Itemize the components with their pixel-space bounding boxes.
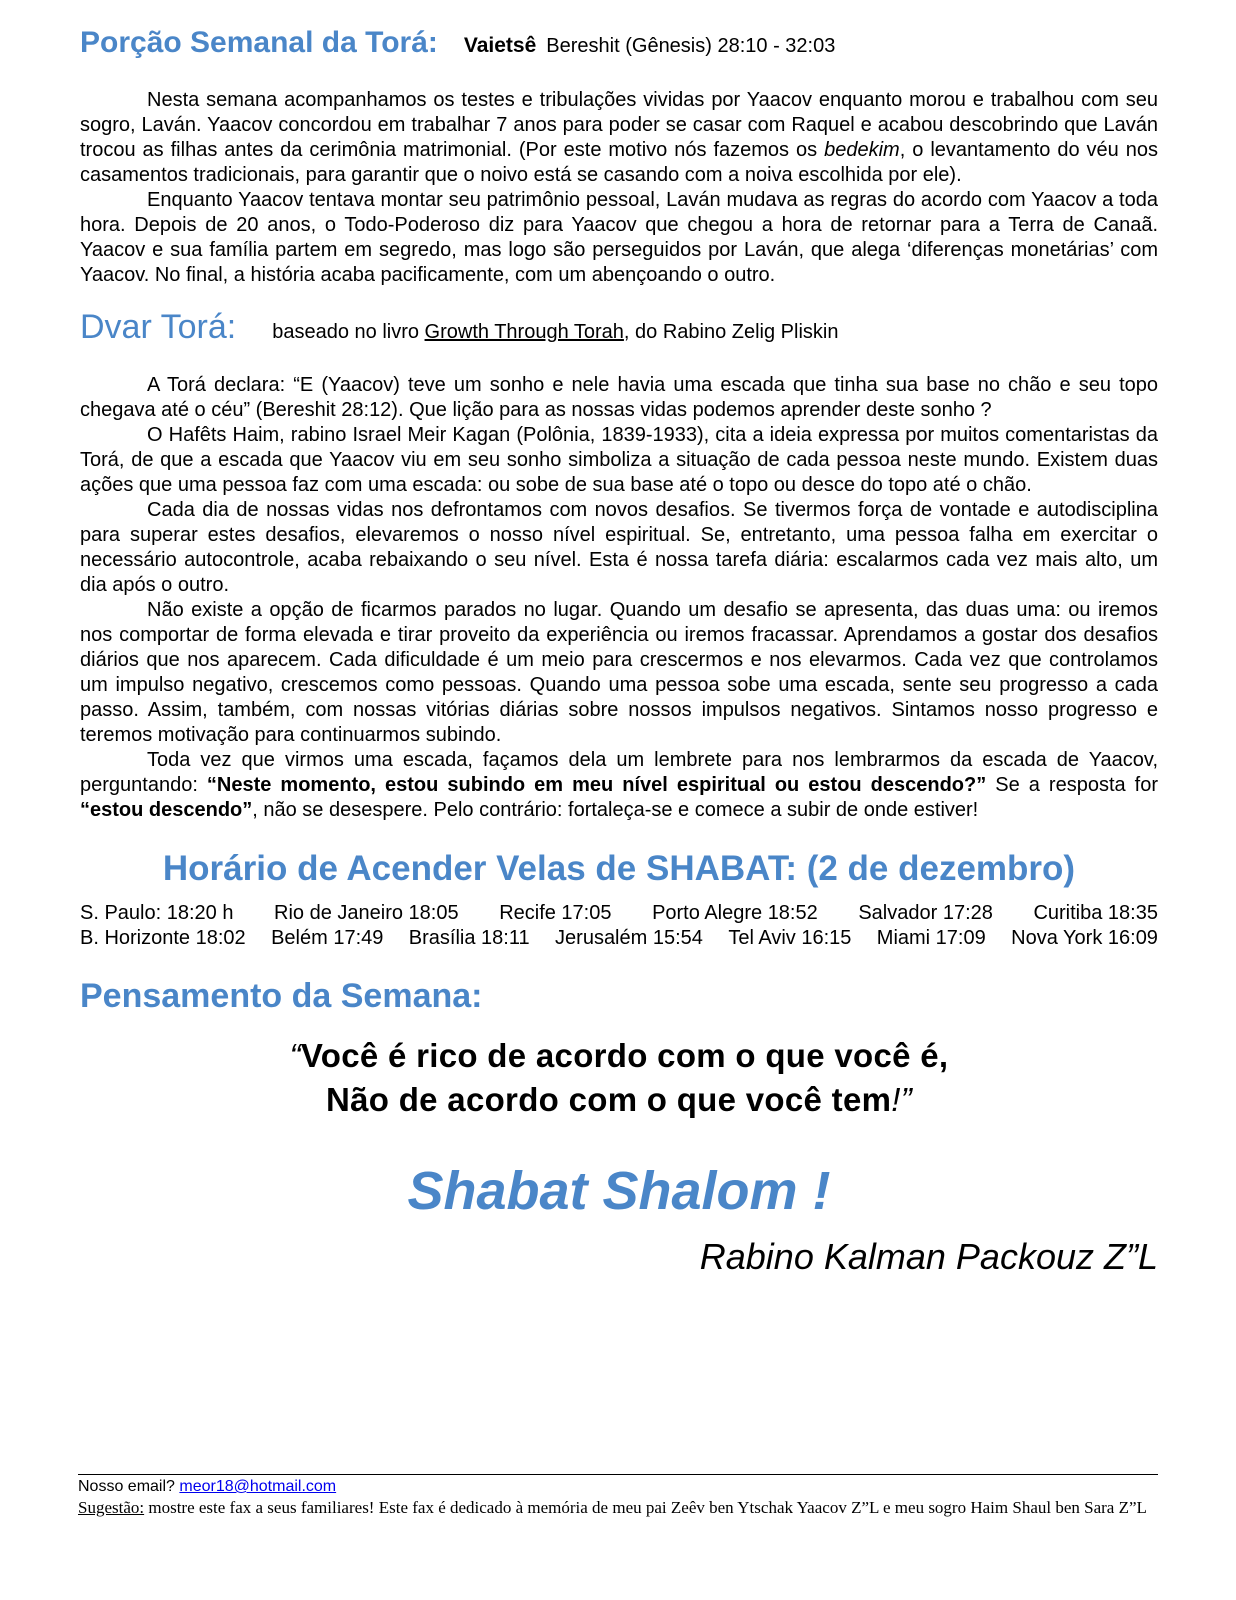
- city-time: B. Horizonte 18:02: [80, 927, 246, 949]
- parsha-reference: Bereshit (Gênesis) 28:10 - 32:03: [546, 35, 836, 57]
- city-time: Curitiba 18:35: [1033, 902, 1158, 924]
- city-time: Jerusalém 15:54: [555, 927, 703, 949]
- paragraph: O Hafêts Haim, rabino Israel Meir Kagan (Polônia, 1839-1933), cita a ideia expressa por muitos comentaristas da Torá, de que a escada que Yaacov viu em seu sonho simboliza a situação de cada pessoa neste mundo. Existem duas ações que uma pessoa faz com uma escada: ou sobe de sua base até o topo ou desce do topo até o chão.: [80, 424, 1158, 496]
- suggestion-text: Sugestão: mostre este fax a seus familiares! Este fax é dedicado à memória de meu pai Zeêv ben Ytschak Yaacov Z”L e meu sogro Haim Shaul ben Sara Z”L: [78, 1498, 1147, 1517]
- city-time: Belém 17:49: [271, 927, 384, 949]
- shabat-shalom-greeting: Shabat Shalom !: [407, 1161, 831, 1221]
- city-time: Porto Alegre 18:52: [652, 902, 818, 924]
- dvar-tora-heading: Dvar Torá:: [80, 308, 237, 346]
- footer: [78, 1474, 1158, 1518]
- city-time: Tel Aviv 16:15: [728, 927, 852, 949]
- city-time: Nova York 16:09: [1011, 927, 1158, 949]
- city-time: S. Paulo: 18:20 h: [80, 902, 234, 924]
- city-time: Recife 17:05: [499, 902, 612, 924]
- weekly-portion-heading: Porção Semanal da Torá:: [80, 26, 438, 59]
- candle-lighting-title: Horário de Acender Velas de SHABAT: (2 de dezembro): [162, 849, 1076, 888]
- book-title: Growth Through Torah: [424, 321, 624, 343]
- weekly-portion-header: [80, 26, 1158, 60]
- city-time: Salvador 17:28: [858, 902, 993, 924]
- city-time: Miami 17:09: [876, 927, 986, 949]
- candle-times-row: [80, 926, 1158, 951]
- paragraph: Não existe a opção de ficarmos parados no lugar. Quando um desafio se apresenta, das duas uma: ou iremos nos comportar de forma elevada e tirar proveito da experiência ou iremos fracassar. Aprendamos a gostar dos desafios diários que nos aparecem. Cada dificuldade é um meio para crescermos e nos elevarmos. Cada vez que controlamos um impulso negativo, crescemos como pessoas. Quando uma pessoa sobe uma escada, sente seu progresso a cada passo. Assim, também, com nossas vitórias diárias sobre nossos impulsos negativos. Sintamos nosso progresso e teremos motivação para continuarmos subindo.: [80, 599, 1158, 746]
- paragraph: Nesta semana acompanhamos os testes e tribulações vividas por Yaacov enquanto morou e trabalhou com seu sogro, Laván. Yaacov concordou em trabalhar 7 anos para poder se casar com Raquel e acabou descobrindo que Laván trocou as filhas antes da cerimônia matrimonial. (Por este motivo nós fazemos os bedekim, o levantamento do véu nos casamentos tradicionais, para garantir que o noivo está se casando com a noiva escolhida por ele).: [80, 89, 1159, 186]
- signature: Rabino Kalman Packouz Z”L: [699, 1236, 1158, 1277]
- document-page: [80, 26, 1158, 1278]
- dvar-tora-header: [80, 308, 1158, 347]
- thought-quote: “Você é rico de acordo com o que você é, Não de acordo com o que você tem!”: [289, 1037, 949, 1118]
- paragraph: Cada dia de nossas vidas nos defrontamos com novos desafios. Se tivermos força de vontade e autodisciplina para superar estes desafios, elevaremos o nosso nível espiritual. Se, entretanto, uma pessoa falha em exercitar o necessário autocontrole, acaba rebaixando o seu nível. Esta é nossa tarefa diária: escalarmos cada vez mais alto, um dia após o outro.: [80, 499, 1158, 596]
- paragraph: Toda vez que virmos uma escada, façamos dela um lembrete para nos lembrarmos da escada de Yaacov, perguntando: “Neste momento, estou subindo em meu nível espiritual ou estou descendo?” Se a resposta for “estou descendo”, não se desespere. Pelo contrário: fortaleça-se e comece a subir de onde estiver!: [80, 749, 1158, 821]
- italic-term: bedekim: [824, 139, 900, 161]
- city-time: Brasília 18:11: [408, 927, 530, 949]
- paragraph: Enquanto Yaacov tentava montar seu patrimônio pessoal, Laván mudava as regras do acordo com Yaacov a toda hora. Depois de 20 anos, o Todo-Poderoso diz para Yaacov que chegou a hora de retornar para a Terra de Canaã. Yaacov e sua família partem em segredo, mas logo são perseguidos por Laván, que alega ‘diferenças monetárias’ com Yaacov. No final, a história acaba pacificamente, com um abençoando o outro.: [80, 189, 1158, 286]
- email-link[interactable]: meor18@hotmail.com: [179, 1478, 337, 1495]
- thought-heading: Pensamento da Semana:: [80, 977, 483, 1015]
- parsha-name: Vaietsê: [463, 34, 537, 57]
- weekly-portion-text: [80, 88, 1158, 288]
- candle-times-row: [80, 901, 1158, 926]
- paragraph: A Torá declara: “E (Yaacov) teve um sonho e nele havia uma escada que tinha sua base no chão e seu topo chegava até o céu” (Bereshit 28:12). Que lição para as nossas vidas podemos aprender deste sonho ?: [80, 374, 1158, 421]
- city-time: Rio de Janeiro 18:05: [274, 902, 459, 924]
- email-line: Nosso email? meor18@hotmail.com: [78, 1478, 337, 1495]
- dvar-tora-text: [80, 373, 1158, 823]
- dvar-tora-source: baseado no livro Growth Through Torah, do Rabino Zelig Pliskin: [272, 321, 839, 343]
